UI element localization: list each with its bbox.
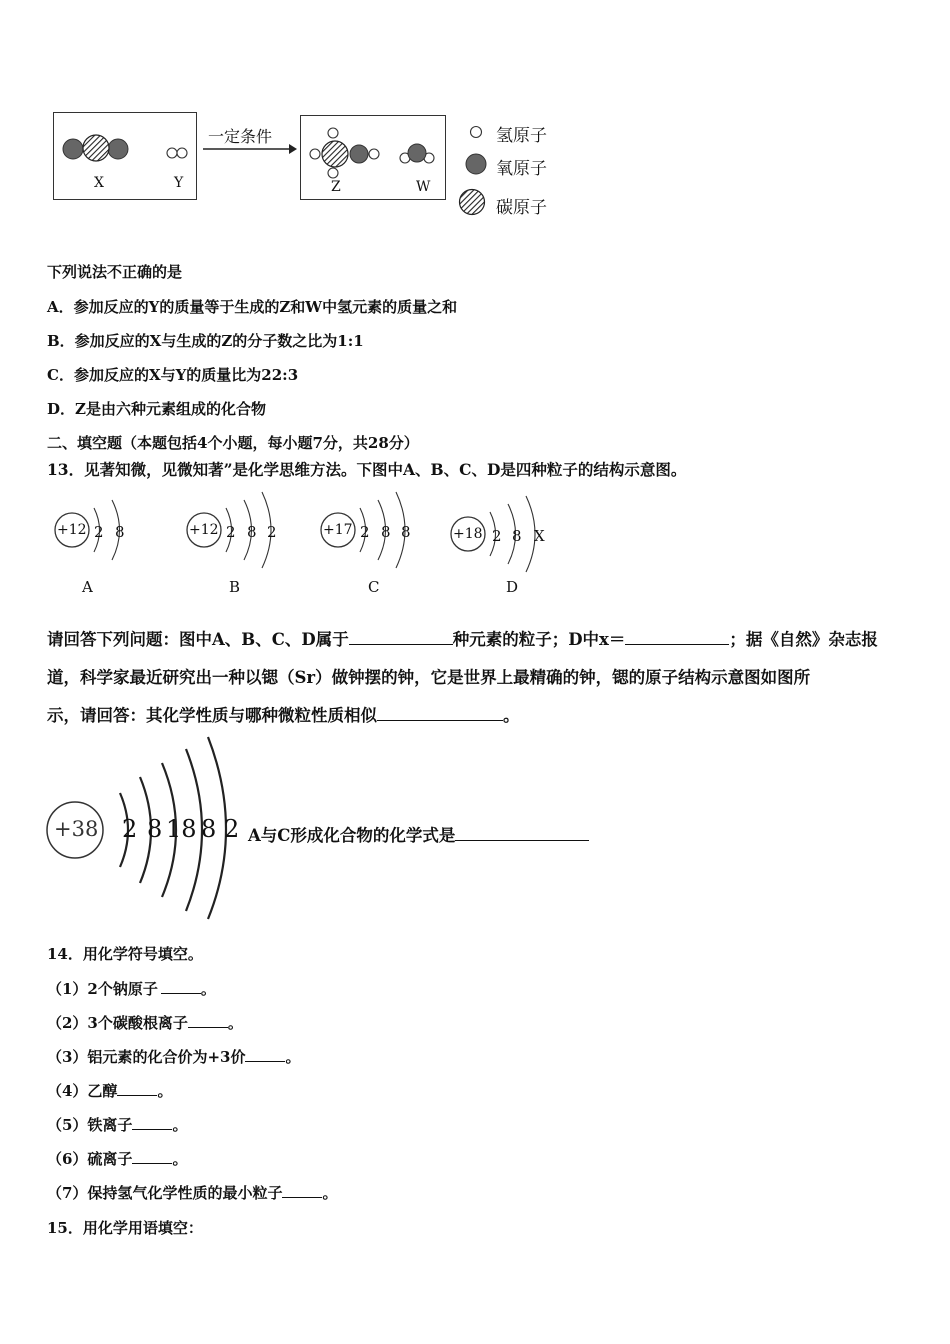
q15-title: 15．用化学用语填空： bbox=[47, 1219, 203, 1237]
q14-item-6 bbox=[47, 1148, 187, 1169]
answer-blank-element-count[interactable] bbox=[349, 629, 453, 645]
atom-b-label: B bbox=[229, 578, 241, 596]
sr-nucleus: +38 bbox=[54, 817, 99, 841]
atom-diagram-a bbox=[50, 490, 150, 600]
atom-b-shell-3: 2 bbox=[267, 523, 277, 541]
answer-blank-q14-6[interactable] bbox=[132, 1148, 172, 1164]
reactants-box bbox=[53, 112, 197, 200]
atom-b-shell-1: 2 bbox=[226, 523, 236, 541]
legend-hydrogen-label: 氢原子 bbox=[496, 126, 547, 146]
q14-item-3-text: （3）铝元素的化合价为+3价 bbox=[47, 1048, 246, 1066]
answer-blank-q14-2[interactable] bbox=[188, 1012, 228, 1028]
atom-b-shell-2: 8 bbox=[247, 523, 257, 541]
q14-item-5 bbox=[47, 1114, 187, 1135]
section-2-title: 二、填空题（本题包括4个小题，每小题7分，共28分） bbox=[47, 434, 419, 452]
arrow-label: 一定条件 bbox=[208, 127, 273, 146]
y-label: Y bbox=[174, 175, 184, 191]
q14-item-3 bbox=[47, 1046, 300, 1067]
q14-item-4-end: 。 bbox=[157, 1082, 173, 1100]
atom-a-shell-2: 8 bbox=[115, 523, 125, 541]
y-molecule bbox=[167, 148, 187, 158]
q14-item-5-text: （5）铁离子 bbox=[47, 1116, 133, 1134]
q14-item-2 bbox=[47, 1012, 243, 1033]
sr-shell-5: 2 bbox=[224, 815, 240, 843]
strontium-atom-diagram bbox=[40, 735, 250, 920]
q13-line-1-part-b: 种元素的粒子；D中x＝ bbox=[452, 630, 626, 649]
w-label: W bbox=[416, 179, 431, 195]
sr-shell-3: 18 bbox=[166, 815, 197, 843]
legend-oxygen-label: 氧原子 bbox=[496, 159, 547, 179]
q14-item-3-end: 。 bbox=[285, 1048, 301, 1066]
atom-a-label: A bbox=[82, 578, 93, 596]
sr-shell-1: 2 bbox=[122, 815, 138, 843]
atom-d-nucleus: +18 bbox=[453, 526, 483, 542]
atom-d-shell-2: 8 bbox=[512, 527, 522, 545]
atom-b-nucleus: +12 bbox=[189, 522, 219, 538]
q13-sr-question bbox=[248, 822, 589, 846]
q13-line-1 bbox=[47, 626, 878, 650]
atom-d-shell-3: X bbox=[534, 527, 545, 545]
products-box bbox=[300, 115, 446, 200]
sr-shell-4: 8 bbox=[201, 815, 217, 843]
atom-d-shell-1: 2 bbox=[492, 527, 502, 545]
q12-option-c: C．参加反应的X与Y的质量比为22:3 bbox=[47, 366, 299, 384]
q14-item-2-text: （2）3个碳酸根离子 bbox=[47, 1014, 188, 1032]
atom-diagram-c bbox=[318, 490, 428, 600]
q12-option-b: B．参加反应的X与生成的Z的分子数之比为1:1 bbox=[47, 332, 364, 350]
legend-carbon-label: 碳原子 bbox=[496, 198, 547, 218]
answer-blank-q14-1[interactable] bbox=[161, 978, 201, 994]
q13-line-1-part-c: ；据《自然》杂志报 bbox=[729, 630, 878, 649]
q13-line-3-part-b: 。 bbox=[503, 706, 520, 725]
atom-c-shell-2: 8 bbox=[381, 523, 391, 541]
q14-item-6-text: （6）硫离子 bbox=[47, 1150, 133, 1168]
x-label: X bbox=[94, 175, 104, 191]
legend-oxygen-icon bbox=[464, 152, 488, 176]
answer-blank-q14-7[interactable] bbox=[282, 1182, 322, 1198]
q13-line-3 bbox=[47, 702, 520, 726]
q14-item-6-end: 。 bbox=[172, 1150, 188, 1168]
q14-item-7 bbox=[47, 1182, 337, 1203]
q14-item-1 bbox=[47, 978, 216, 999]
atom-a-shell-1: 2 bbox=[94, 523, 104, 541]
atom-c-label: C bbox=[368, 578, 380, 596]
q14-item-1-text: （1）2个钠原子 bbox=[47, 980, 158, 998]
w-molecule bbox=[400, 144, 434, 163]
q13-line-1-part-a: 请回答下列问题：图中A、B、C、D属于 bbox=[47, 630, 349, 649]
answer-blank-q14-5[interactable] bbox=[132, 1114, 172, 1130]
answer-blank-similar-particle[interactable] bbox=[377, 705, 503, 721]
q13-line-3-part-a: 示，请回答：其化学性质与哪种微粒性质相似 bbox=[47, 706, 377, 725]
q14-item-7-text: （7）保持氢气化学性质的最小粒子 bbox=[47, 1184, 283, 1202]
atom-a-nucleus: +12 bbox=[57, 522, 87, 538]
atom-c-shell-3: 8 bbox=[401, 523, 411, 541]
answer-blank-q14-4[interactable] bbox=[117, 1080, 157, 1096]
q14-item-4 bbox=[47, 1080, 172, 1101]
x-molecule bbox=[63, 135, 128, 161]
answer-blank-q14-3[interactable] bbox=[245, 1046, 285, 1062]
q14-item-2-end: 。 bbox=[227, 1014, 243, 1032]
atom-diagram-d bbox=[448, 494, 558, 604]
q12-option-d: D．Z是由六种元素组成的化合物 bbox=[47, 400, 266, 418]
sr-shell-2: 8 bbox=[147, 815, 163, 843]
q14-title: 14．用化学符号填空。 bbox=[47, 945, 203, 963]
q14-item-7-end: 。 bbox=[322, 1184, 338, 1202]
z-label: Z bbox=[331, 179, 341, 195]
z-molecule bbox=[310, 128, 379, 178]
q13-sr-question-text: A与C形成化合物的化学式是 bbox=[248, 826, 456, 845]
reaction-arrow bbox=[201, 141, 301, 157]
q13-line-2: 道，科学家最近研究出一种以锶（Sr）做钟摆的钟，它是世界上最精确的钟，锶的原子结构示意图如图所 bbox=[47, 668, 811, 687]
answer-blank-x-value[interactable] bbox=[625, 629, 729, 645]
q12-prompt: 下列说法不正确的是 bbox=[47, 263, 183, 281]
legend-carbon-icon bbox=[458, 188, 486, 216]
atom-c-nucleus: +17 bbox=[323, 522, 353, 538]
q14-item-1-end: 。 bbox=[200, 980, 216, 998]
atom-c-shell-1: 2 bbox=[360, 523, 370, 541]
q13-intro: 13．见著知微，见微知著”是化学思维方法。下图中A、B、C、D是四种粒子的结构示意图。 bbox=[47, 460, 687, 479]
legend-hydrogen-icon bbox=[468, 124, 484, 140]
q14-item-5-end: 。 bbox=[172, 1116, 188, 1134]
answer-blank-formula[interactable] bbox=[455, 825, 589, 841]
atom-d-label: D bbox=[506, 578, 519, 596]
q12-option-a: A．参加反应的Y的质量等于生成的Z和W中氢元素的质量之和 bbox=[47, 298, 458, 316]
q14-item-4-text: （4）乙醇 bbox=[47, 1082, 118, 1100]
atom-diagram-b bbox=[184, 490, 294, 600]
